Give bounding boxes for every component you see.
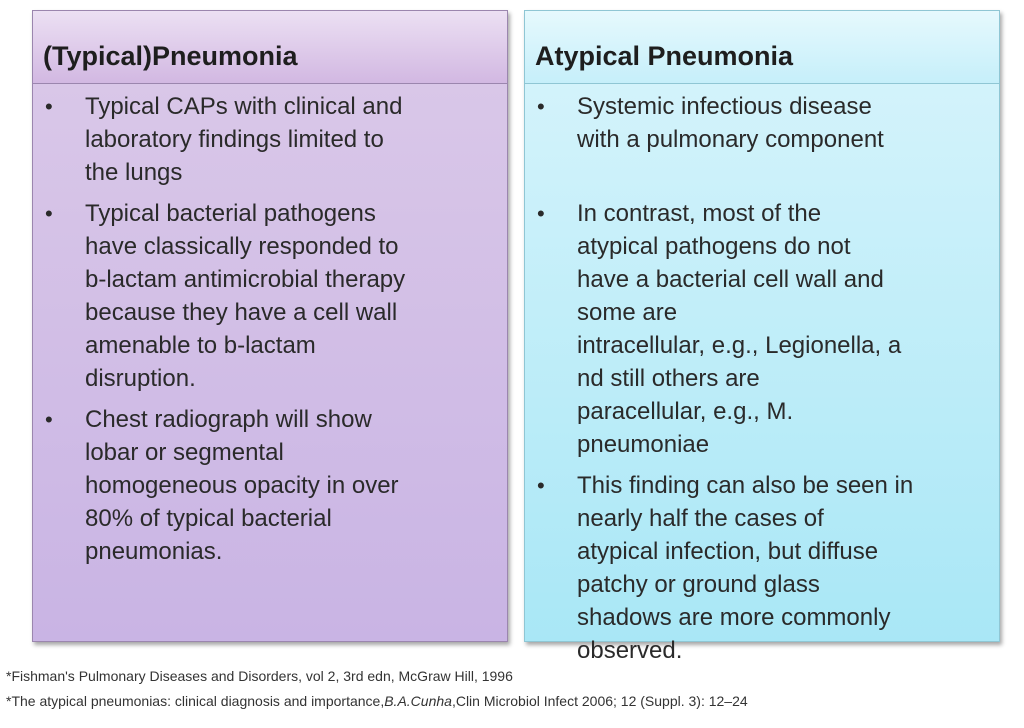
bullet-line: lobar or segmental xyxy=(85,439,284,466)
bullet-line: In contrast, most of the xyxy=(577,200,822,227)
bullet-line: have a bacterial cell wall and xyxy=(577,266,884,293)
reference-2-author: B.A.Cunha xyxy=(384,693,452,709)
bullet-icon: • xyxy=(45,407,53,432)
bullet-icon: • xyxy=(537,201,545,226)
bullet-line: intracellular, e.g., Legionella, a xyxy=(577,332,902,359)
references xyxy=(6,664,748,714)
bullet-line: pneumoniae xyxy=(577,431,710,458)
bullet-line: Systemic infectious disease xyxy=(577,93,872,120)
typical-pneumonia-panel xyxy=(32,10,508,642)
bullet-line: 80% of typical bacterial xyxy=(85,505,332,532)
bullet-line: nd still others are xyxy=(577,365,760,392)
bullet-line: with a pulmonary component xyxy=(577,126,884,153)
bullet-line: atypical infection, but diffuse xyxy=(577,538,879,565)
bullet-line: the lungs xyxy=(85,159,183,186)
bullet-line: Typical bacterial pathogens xyxy=(85,200,376,227)
bullet-line: patchy or ground glass xyxy=(577,571,820,598)
bullet-line: because they have a cell wall xyxy=(85,299,398,326)
atypical-pneumonia-title: Atypical Pneumonia xyxy=(524,10,1000,84)
typical-pneumonia-title: (Typical)Pneumonia xyxy=(32,10,508,84)
bullet-item xyxy=(525,197,999,461)
bullet-line: Typical CAPs with clinical and xyxy=(85,93,403,120)
bullet-icon: • xyxy=(537,473,545,498)
bullet-item xyxy=(525,469,999,667)
bullet-line: pneumonias. xyxy=(85,538,223,565)
bullet-line: shadows are more commonly xyxy=(577,604,891,631)
bullet-line: nearly half the cases of xyxy=(577,505,824,532)
bullet-line: some are xyxy=(577,299,678,326)
bullet-icon: • xyxy=(45,94,53,119)
bullet-item xyxy=(33,90,507,189)
bullet-line: paracellular, e.g., M. xyxy=(577,398,794,425)
atypical-pneumonia-panel xyxy=(524,10,1000,664)
typical-bullet-list xyxy=(32,84,508,642)
reference-1: *Fishman's Pulmonary Diseases and Disorders, vol 2, 3rd edn, McGraw Hill, 1996 xyxy=(6,668,513,684)
bullet-icon: • xyxy=(537,94,545,119)
bullet-line: observed. xyxy=(577,637,683,664)
bullet-line: disruption. xyxy=(85,365,196,392)
bullet-line: homogeneous opacity in over xyxy=(85,472,399,499)
reference-2-title: *The atypical pneumonias: clinical diagnosis and importance, xyxy=(6,693,385,709)
bullet-icon: • xyxy=(45,201,53,226)
atypical-bullet-list xyxy=(524,84,1000,664)
reference-2-source: ,Clin Microbiol Infect 2006; 12 (Suppl. 3): 12–24 xyxy=(451,693,748,709)
bullet-line: This finding can also be seen in xyxy=(577,472,914,499)
bullet-line: have classically responded to xyxy=(85,233,399,260)
bullet-item xyxy=(33,403,507,568)
bullet-line: Chest radiograph will show xyxy=(85,406,372,433)
bullet-line: b-lactam antimicrobial therapy xyxy=(85,266,406,293)
bullet-line: laboratory findings limited to xyxy=(85,126,384,153)
bullet-line: amenable to b-lactam xyxy=(85,332,316,359)
bullet-line xyxy=(577,156,999,189)
bullet-line: atypical pathogens do not xyxy=(577,233,851,260)
reference-2 xyxy=(6,689,748,714)
bullet-item xyxy=(525,90,999,189)
bullet-item xyxy=(33,197,507,395)
